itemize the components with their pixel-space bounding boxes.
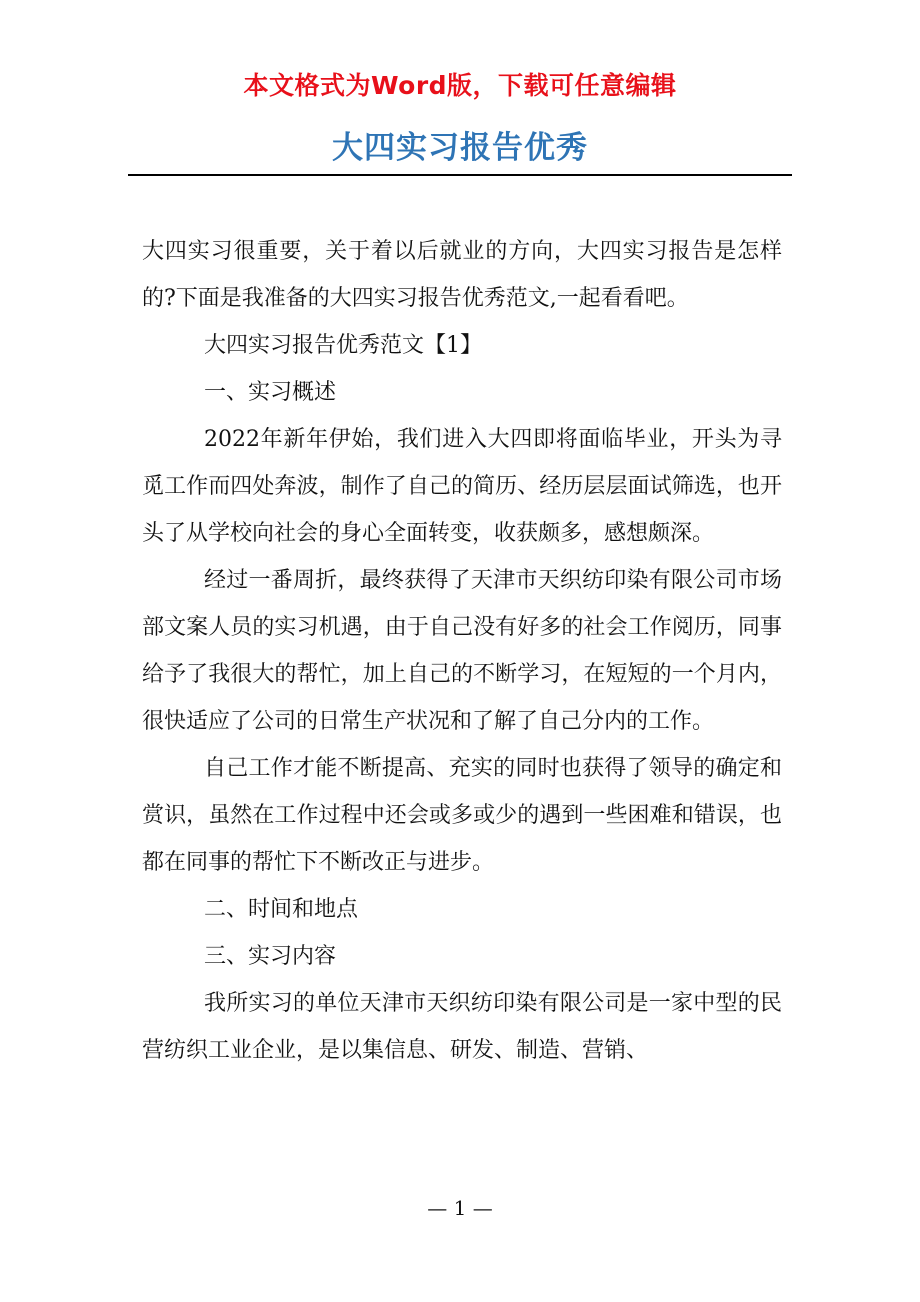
section-heading-time-place: 二、时间和地点: [204, 897, 359, 922]
document-title: 大四实习报告优秀: [332, 130, 588, 166]
word-format-notice: 本文格式为Word版，下载可任意编辑: [243, 71, 677, 100]
sample-heading: 大四实习报告优秀范文【1】: [204, 333, 482, 358]
body-paragraph: 自己工作才能不断提高、充实的同时也获得了领导的确定和赏识，虽然在工作过程中还会或多或少的遇到一些困难和错误，也都在同事的帮忙下不断改正与进步。: [142, 756, 782, 875]
title-divider: [128, 174, 792, 176]
body-paragraph: 经过一番周折，最终获得了天津市天织纺印染有限公司市场部文案人员的实习机遇，由于自己没有好多的社会工作阅历，同事给予了我很大的帮忙，加上自己的不断学习，在短短的一个月内，很快适应了公司的日常生产状况和了解了自己分内的工作。: [142, 568, 782, 734]
section-heading-overview: 一、实习概述: [204, 380, 337, 405]
intro-paragraph: 大四实习很重要，关于着以后就业的方向，大四实习报告是怎样的?下面是我准备的大四实习报告优秀范文,一起看看吧。: [142, 239, 782, 311]
body-paragraph: 我所实习的单位天津市天织纺印染有限公司是一家中型的民营纺织工业企业，是以集信息、研发、制造、营销、: [142, 991, 782, 1063]
page-number: — 1 —: [427, 1196, 493, 1220]
body-paragraph: 2022年新年伊始，我们进入大四即将面临毕业，开头为寻觅工作而四处奔波，制作了自己的简历、经历层层面试筛选，也开头了从学校向社会的身心全面转变，收获颇多，感想颇深。: [142, 427, 782, 546]
section-heading-content: 三、实习内容: [204, 944, 337, 969]
document-body: [142, 228, 782, 1074]
